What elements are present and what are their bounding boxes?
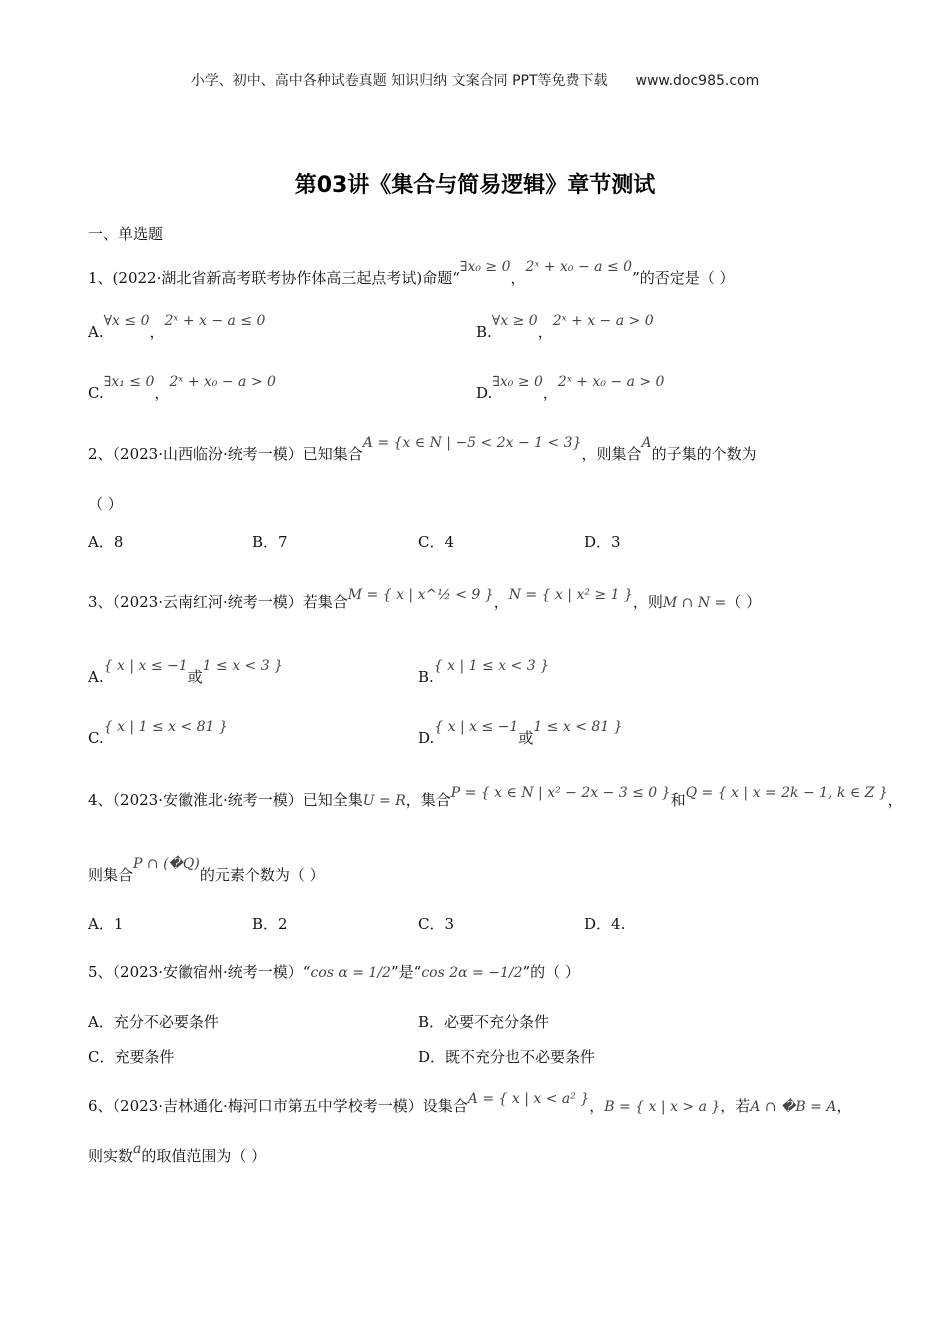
q4-option-d[interactable]: D．4. [584, 915, 626, 933]
q1-math-1: ∃x₀ ≥ 0 [459, 259, 511, 275]
question-4: 4、（2023·安徽淮北·统考一模）已知全集U = R，集合P = { x ∈ N | x² − 2x − 3 ≤ 0 }和Q = { x | x = 2k − 1, k ∈ Z }， [88, 785, 903, 809]
q5-option-d[interactable]: D．既不充分也不必要条件 [418, 1048, 596, 1066]
q1-option-c[interactable]: C.∃x₁ ≤ 0，2ˣ + x₀ − a > 0 [88, 374, 276, 402]
q5-option-c[interactable]: C．充要条件 [88, 1048, 175, 1066]
q1-option-b[interactable]: B.∀x ≥ 0，2ˣ + x − a > 0 [476, 313, 654, 341]
question-6: 6、（2023·吉林通化·梅河口市第五中学校考一模）设集合A = { x | x < a² }，B = { x | x > a }，若A ∩ �B = A， [88, 1091, 852, 1115]
q4-option-a[interactable]: A．1 [88, 915, 124, 933]
q2-var: A [641, 435, 652, 451]
q2-option-d[interactable]: D．3 [584, 533, 621, 551]
q2-option-c[interactable]: C．4 [418, 533, 455, 551]
q2-set: A = {x ∈ N | −5 < 2x − 1 < 3} [362, 435, 582, 451]
q4-expr: P ∩ (�Q) [133, 856, 200, 872]
q1-option-a[interactable]: A.∀x ≤ 0，2ˣ + x − a ≤ 0 [88, 313, 266, 341]
question-5: 5、（2023·安徽宿州·统考一模）“cos α = 1/2”是“cos 2α = −1/2”的（ ） [88, 963, 580, 981]
q5-math-2: cos 2α = −1/2 [421, 965, 523, 981]
q4-set-p: P = { x ∈ N | x² − 2x − 3 ≤ 0 } [450, 785, 671, 801]
header-site-link[interactable]: www.doc985.com [635, 73, 760, 89]
q4-set-q: Q = { x | x = 2k − 1, k ∈ Z } [685, 785, 888, 801]
q3-set-m: M = { x | x^½ < 9 } [347, 587, 494, 603]
q5-math-1: cos α = 1/2 [310, 965, 391, 981]
q2-option-b[interactable]: B．7 [252, 533, 288, 551]
q1-option-d[interactable]: D.∃x₀ ≥ 0，2ˣ + x₀ − a > 0 [476, 374, 665, 402]
q3-option-d[interactable]: D.{ x | x ≤ −1或1 ≤ x < 81 } [418, 719, 623, 747]
q4-option-b[interactable]: B．2 [252, 915, 288, 933]
q4-universal-set: U = R [362, 793, 406, 809]
q4-option-c[interactable]: C．3 [418, 915, 455, 933]
q3-expr: M ∩ N = [662, 595, 727, 611]
question-3: 3、（2023·云南红河·统考一模）若集合M = { x | x^½ < 9 }，N = { x | x² ≥ 1 }，则M ∩ N =（ ） [88, 587, 762, 611]
q5-option-a[interactable]: A．充分不必要条件 [88, 1013, 219, 1031]
question-1 [88, 259, 735, 289]
q6-set-b: B = { x | x > a } [604, 1099, 721, 1115]
q5-option-b[interactable]: B．必要不充分条件 [418, 1013, 550, 1031]
question-2: 2、（2023·山西临汾·统考一模）已知集合A = {x ∈ N | −5 < 2x − 1 < 3}，则集合A的子集的个数为 [88, 435, 757, 463]
header-banner-text: 小学、初中、高中各种试卷真题 知识归纳 文案合同 PPT等免费下载 [190, 73, 608, 89]
q3-option-a[interactable]: A.{ x | x ≤ −1或1 ≤ x < 3 } [88, 658, 284, 686]
document-title: 第03讲《集合与简易逻辑》章节测试 [294, 173, 656, 198]
header-banner [0, 70, 950, 90]
question-4-line-2: 则集合P ∩ (�Q)的元素个数为（ ） [88, 856, 325, 884]
q1-text: 1、(2022·湖北省新高考联考协作体高三起点考试)命题“ [88, 269, 460, 287]
q3-option-b[interactable]: B.{ x | 1 ≤ x < 3 } [418, 658, 549, 686]
q3-option-c[interactable]: C.{ x | 1 ≤ x < 81 } [88, 719, 228, 747]
q1-sep: ， [510, 269, 526, 287]
q6-set-a: A = { x | x < a² } [467, 1091, 590, 1107]
q2-paren: （ ） [88, 495, 123, 513]
q1-tail: ”的否定是（ ） [632, 269, 735, 287]
q6-var: a [133, 1141, 142, 1157]
section-heading: 一、单选题 [88, 225, 164, 243]
q3-set-n: N = { x | x² ≥ 1 } [508, 587, 633, 603]
q1-math-2: 2ˣ + x₀ − a ≤ 0 [525, 259, 633, 275]
q2-option-a[interactable]: A．8 [88, 533, 124, 551]
q6-expr: A ∩ �B = A [750, 1099, 837, 1115]
question-6-line-2: 则实数a的取值范围为（ ） [88, 1141, 267, 1165]
